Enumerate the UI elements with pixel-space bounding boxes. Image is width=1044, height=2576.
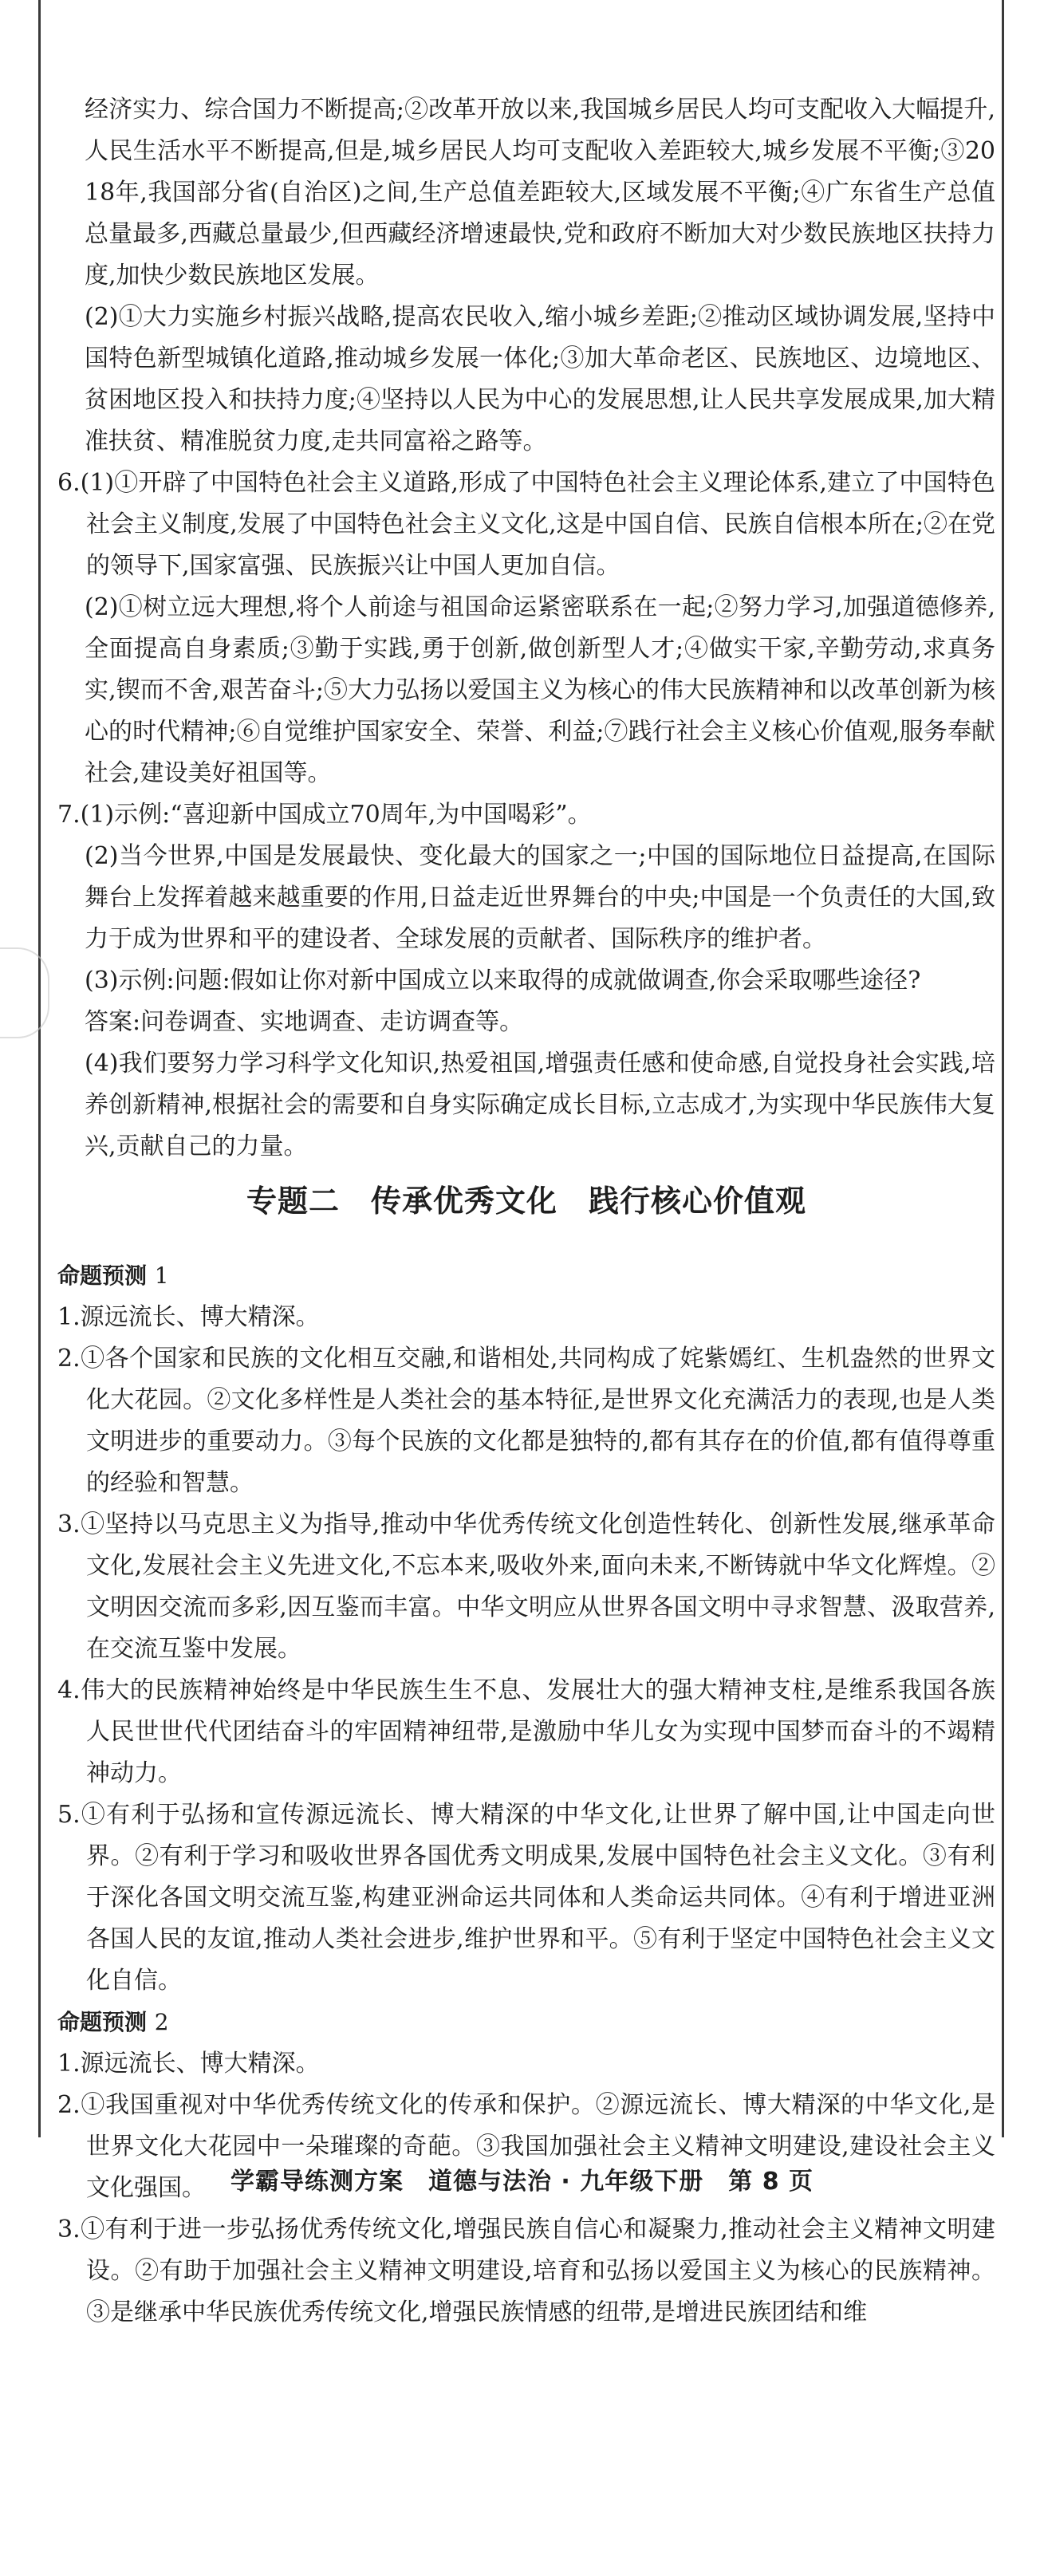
q5-1-continuation: 经济实力、综合国力不断提高;②改革开放以来,我国城乡居民人均可支配收入大幅提升,人民生活水平不断提高,但是,城乡居民人均可支配收入差距较大,城乡发展不平衡;③2018年,我国部分省(自治区)之间,生产总值差距较大,区域发展不平衡;④广东省生产总值总量最多,西藏总量最少,但西藏经济增速最快,党和政府不断加大对少数民族地区扶持力度,加快少数民族地区发展。 (85, 96, 995, 290)
prediction-2-label-text: 命题预测 (57, 2009, 148, 2035)
left-border-rule (38, 0, 41, 2137)
q6-2-answer: (2)①树立远大理想,将个人前途与祖国命运紧密联系在一起;②努力学习,加强道德修养,全面提高自身素质;③勤于实践,勇于创新,做创新型人才;④做实干家,辛勤劳动,求真务实,锲而不舍,艰苦奋斗;⑤大力弘扬以爱国主义为核心的伟大民族精神和以改革创新为核心的时代精神;⑥自觉维护国家安全、荣誉、利益;⑦践行社会主义核心价值观,服务奉献社会,建设美好祖国等。 (85, 593, 995, 787)
prediction-1-label-text: 命题预测 (57, 1262, 148, 1289)
section-title: 专题二 传承优秀文化 践行核心价值观 (246, 1184, 806, 1219)
q5-2-answer: (2)①大力实施乡村振兴战略,提高农民收入,缩小城乡差距;②推动区域协调发展,坚持中国特色新型城镇化道路,推动城乡发展一体化;③加大革命老区、民族地区、边境地区、贫困地区投入和扶持力度;④坚持以人民为中心的发展思想,让人民共享发展成果,加大精准扶贫、精准脱贫力度,走共同富裕之路等。 (85, 303, 995, 455)
right-border-rule (1002, 0, 1004, 2137)
q7-4-answer: (4)我们要努力学习科学文化知识,热爱祖国,增强责任感和使命感,自觉投身社会实践,培养创新精神,根据社会的需要和自身实际确定成长目标,立志成才,为实现中华民族伟大复兴,贡献自己的力量。 (85, 1050, 995, 1160)
q7-3-answer: 答案:问卷调查、实地调查、走访调查等。 (85, 1008, 524, 1036)
prediction-1-item-3: 3.①坚持以马克思主义为指导,推动中华优秀传统文化创造性转化、创新性发展,继承革命文化,发展社会主义先进文化,不忘本来,吸收外来,面向未来,不断铸就中华文化辉煌。②文明因交流而多彩,因互鉴而丰富。中华文明应从世界各国文明中寻求智慧、汲取营养,在交流互鉴中发展。 (57, 1511, 995, 1663)
prediction-2-item-1: 1.源远流长、博大精深。 (57, 2050, 320, 2078)
prediction-1-label (57, 1255, 995, 1297)
prediction-2-item-3: 3.①有利于进一步弘扬优秀传统文化,增强民族自信心和凝聚力,推动社会主义精神文明建设。②有助于加强社会主义精神文明建设,培育和弘扬以爱国主义为核心的民族精神。③是继承中华民族优秀传统文化,增强民族情感的纽带,是增进民族团结和维 (57, 2216, 995, 2326)
prediction-1-number: 1 (154, 1262, 169, 1289)
answer-content (57, 89, 995, 2334)
prediction-1-item-1: 1.源远流长、博大精深。 (57, 1303, 320, 1331)
q7-3-question: (3)示例:问题:假如让你对新中国成立以来取得的成就做调查,你会采取哪些途径? (85, 967, 921, 995)
page-footer: 学霸导练测方案 道德与法治 · 九年级下册 第 8 页 (230, 2168, 814, 2196)
prediction-2-item-2: 2.①我国重视对中华优秀传统文化的传承和保护。②源远流长、博大精深的中华文化,是世界文化大花园中一朵璀璨的奇葩。③我国加强社会主义精神文明建设,建设社会主义文化强国。 (57, 2091, 995, 2202)
q7-1-answer: 7.(1)示例:“喜迎新中国成立70周年,为中国喝彩”。 (57, 801, 592, 829)
prediction-2-number: 2 (154, 2009, 169, 2035)
prediction-2-label (57, 2002, 995, 2043)
prediction-1-item-5: 5.①有利于弘扬和宣传源远流长、博大精深的中华文化,让世界了解中国,让中国走向世界。②有利于学习和吸收世界各国优秀文明成果,发展中国特色社会主义文化。③有利于深化各国文明交流互鉴,构建亚洲命运共同体和人类命运共同体。④有利于增进亚洲各国人民的友谊,推动人类社会进步,维护世界和平。⑤有利于坚定中国特色社会主义文化自信。 (57, 1801, 995, 1995)
q6-1-answer: 6.(1)①开辟了中国特色社会主义道路,形成了中国特色社会主义理论体系,建立了中国特色社会主义制度,发展了中国特色社会主义文化,这是中国自信、民族自信根本所在;②在党的领导下,国家富强、民族振兴让中国人更加自信。 (57, 469, 995, 580)
q7-2-answer: (2)当今世界,中国是发展最快、变化最大的国家之一;中国的国际地位日益提高,在国际舞台上发挥着越来越重要的作用,日益走近世界舞台的中央;中国是一个负责任的大国,致力于成为世界和平的建设者、全球发展的贡献者、国际秩序的维护者。 (85, 842, 995, 953)
binding-stamp-mark (0, 947, 49, 1038)
prediction-1-item-2: 2.①各个国家和民族的文化相互交融,和谐相处,共同构成了姹紫嫣红、生机盎然的世界文化大花园。②文化多样性是人类社会的基本特征,是世界文化充满活力的表现,也是人类文明进步的重要动力。③每个民族的文化都是独特的,都有其存在的价值,都有值得尊重的经验和智慧。 (57, 1345, 995, 1497)
prediction-1-item-4: 4.伟大的民族精神始终是中华民族生生不息、发展壮大的强大精神支柱,是维系我国各族人民世世代代团结奋斗的牢固精神纽带,是激励中华儿女为实现中国梦而奋斗的不竭精神动力。 (57, 1676, 995, 1787)
